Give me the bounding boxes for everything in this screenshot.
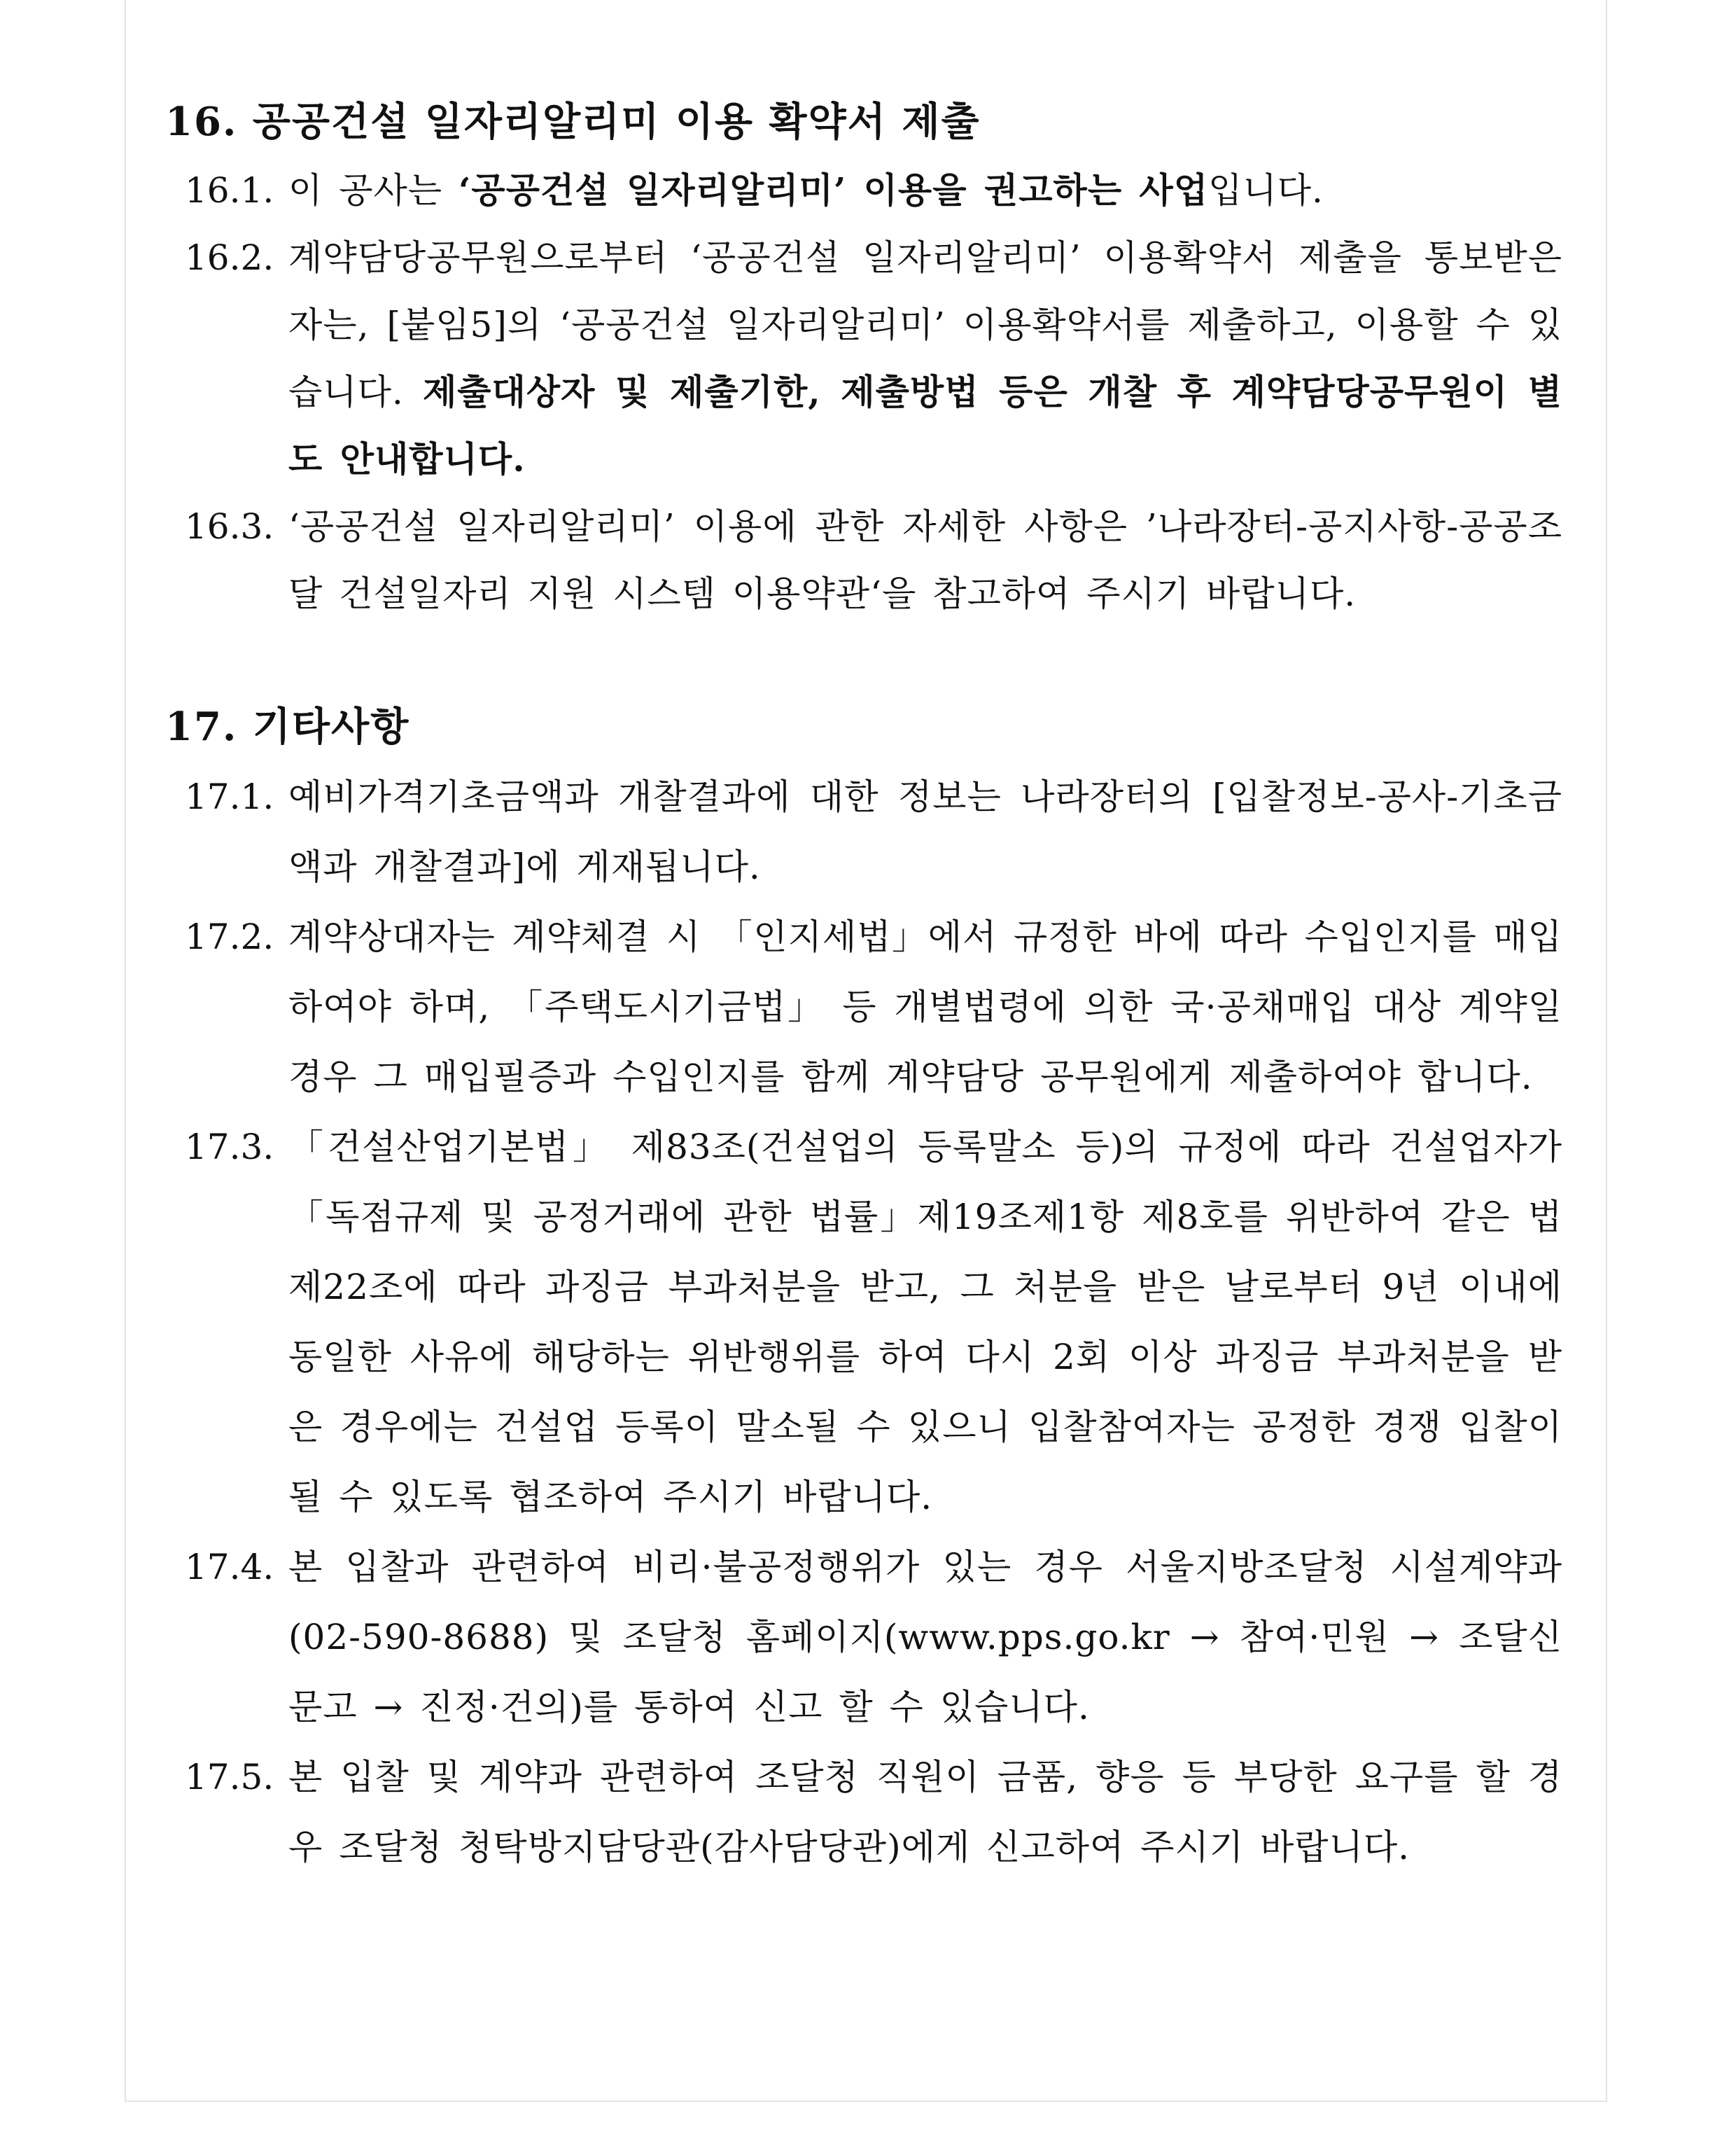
item-number: 16.3. (185, 506, 274, 547)
item-number: 16.2. (185, 237, 274, 278)
item-text (288, 1532, 1562, 1742)
document-page (125, 0, 1607, 2102)
item-text (288, 1112, 1562, 1532)
list-item-17-3 (165, 1112, 1562, 1532)
item-text (288, 762, 1562, 902)
item-number: 17.3. (185, 1127, 274, 1167)
list-item-16-3 (165, 493, 1562, 627)
item-text (288, 493, 1562, 627)
section-heading: 17. 기타사항 (165, 704, 410, 750)
item-text (288, 224, 1562, 493)
section-heading: 16. 공공건설 일자리알리미 이용 확약서 제출 (165, 99, 981, 145)
text-run: 계약담당공무원으로부터 ‘공공건설 일자리알리미’ 이용확약서 제출을 통보받은 자는, [붙임5]의 ‘공공건설 일자리알리미’ 이용확약서를 제출하고, 이용할 수 있습니다. (288, 237, 1562, 412)
item-number: 17.2. (185, 917, 274, 957)
text-run: 입니다. (1208, 170, 1324, 211)
text-run-bold: 제출대상자 및 제출기한, 제출방법 등은 개찰 후 계약담당공무원이 별도 안내합니다. (288, 371, 1562, 480)
text-run: 「건설산업기본법」 제83조(건설업의 등록말소 등)의 규정에 따라 건설업자가 「독점규제 및 공정거래에 관한 법률」제19조제1항 제8호를 위반하여 같은 법 제22조에 따라 과징금 부과처분을 받고, 그 처분을 받은 날로부터 9년 이내에 동일한 사유에 해당하는 위반행위를 하여 다시 2회 이상 과징금 부과처분을 받은 경우에는 건설업 등록이 말소될 수 있으니 입찰참여자는 공정한 경쟁 입찰이 될 수 있도록 협조하여 주시기 바랍니다. (288, 1127, 1562, 1517)
list-item-17-2 (165, 902, 1562, 1112)
item-number: 16.1. (185, 170, 274, 211)
text-run: 이 공사는 (288, 170, 458, 211)
document-content (165, 90, 1562, 1882)
list-item-16-2 (165, 224, 1562, 493)
text-run: 본 입찰 및 계약과 관련하여 조달청 직원이 금품, 향응 등 부당한 요구를 할 경우 조달청 청탁방지담당관(감사담당관)에게 신고하여 주시기 바랍니다. (288, 1757, 1562, 1867)
item-number: 17.1. (185, 777, 274, 817)
section-17 (165, 695, 1562, 1882)
text-run: 계약상대자는 계약체결 시 「인지세법」에서 규정한 바에 따라 수입인지를 매입하여야 하며, 「주택도시기금법」 등 개별법령에 의한 국·공채매입 대상 계약일 경우 그 매입필증과 수입인지를 함께 계약담당 공무원에게 제출하여야 합니다. (288, 917, 1562, 1097)
item-text (288, 1742, 1562, 1882)
text-run: 예비가격기초금액과 개찰결과에 대한 정보는 나라장터의 [입찰정보-공사-기초금액과 개찰결과]에 게재됩니다. (288, 777, 1562, 887)
list-item-17-5 (165, 1742, 1562, 1882)
item-text (288, 902, 1562, 1112)
text-run: 본 입찰과 관련하여 비리·불공정행위가 있는 경우 서울지방조달청 시설계약과(02-590-8688) 및 조달청 홈페이지(www.pps.go.kr → 참여·민원 → 조달신문고 → 진정·건의)를 통하여 신고 할 수 있습니다. (288, 1547, 1562, 1727)
item-number: 17.4. (185, 1547, 274, 1587)
item-number: 17.5. (185, 1757, 274, 1797)
list-item-16-1 (165, 157, 1562, 224)
list-item-17-1 (165, 762, 1562, 902)
text-run: ‘공공건설 일자리알리미’ 이용에 관한 자세한 사항은 ’나라장터-공지사항-공공조달 건설일자리 지원 시스템 이용약관‘을 참고하여 주시기 바랍니다. (288, 506, 1562, 614)
text-run-bold: ‘공공건설 일자리알리미’ 이용을 권고하는 사업 (458, 169, 1209, 211)
list-item-17-4 (165, 1532, 1562, 1742)
item-text (288, 157, 1562, 224)
section-16 (165, 90, 1562, 627)
